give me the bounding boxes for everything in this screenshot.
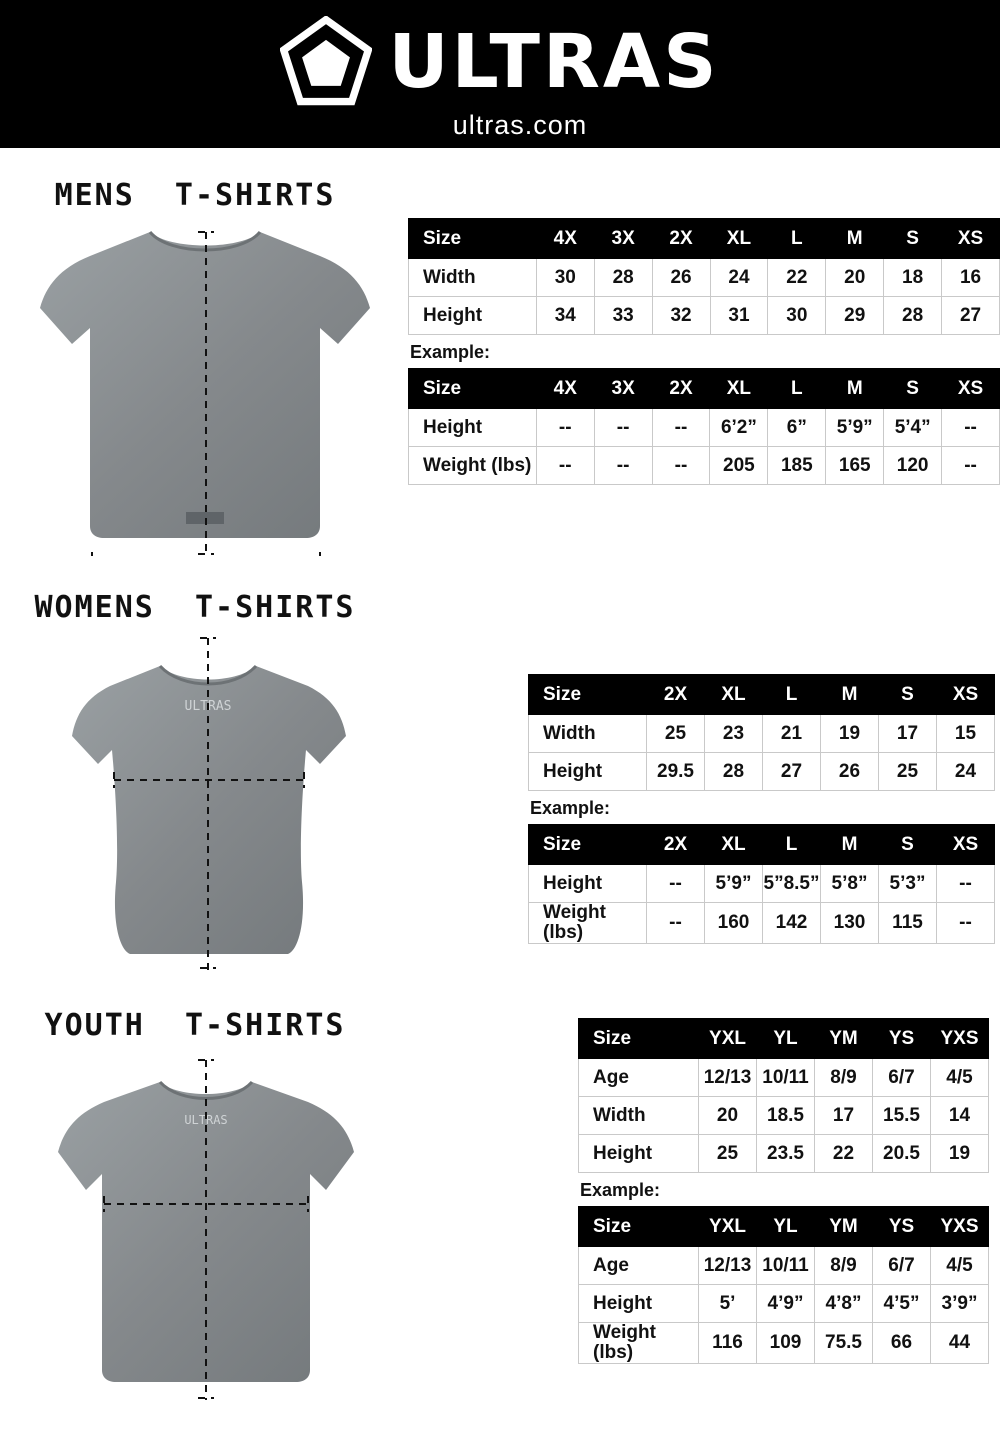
col-head: XS (942, 369, 1000, 409)
col-head: YL (757, 1207, 815, 1247)
table-row (529, 903, 995, 944)
table-header-row (409, 219, 1000, 259)
cell: 20 (699, 1097, 757, 1135)
example-label-youth: Example: (580, 1180, 661, 1200)
cell: 44 (931, 1323, 989, 1364)
cell: -- (652, 409, 710, 447)
brand-block (0, 16, 1000, 141)
cell: 14 (931, 1097, 989, 1135)
col-head: YM (815, 1207, 873, 1247)
cell: -- (536, 409, 594, 447)
col-head: Size (529, 825, 647, 865)
row-label: Height (409, 409, 537, 447)
cell: 66 (873, 1323, 931, 1364)
cell: -- (652, 447, 710, 485)
table-header-row (579, 1207, 989, 1247)
mens-tables (408, 218, 1000, 485)
col-head: M (826, 219, 884, 259)
cell: 28 (594, 259, 652, 297)
table-row (529, 715, 995, 753)
brand-row (280, 16, 719, 108)
womens-tshirt-illustration (20, 624, 390, 974)
cell: 5’3” (879, 865, 937, 903)
cell: 4/5 (931, 1059, 989, 1097)
cell: 29.5 (647, 753, 705, 791)
col-head: YXS (931, 1019, 989, 1059)
cell: 115 (879, 903, 937, 944)
row-label: Width (579, 1097, 699, 1135)
col-head: YXS (931, 1207, 989, 1247)
table-header-row (579, 1019, 989, 1059)
cell: 20 (826, 259, 884, 297)
mens-example-table (408, 368, 1000, 485)
cell: 23.5 (757, 1135, 815, 1173)
cell: 3’9” (931, 1285, 989, 1323)
table-row (579, 1097, 989, 1135)
cell: -- (647, 865, 705, 903)
col-head: S (884, 219, 942, 259)
table-row (409, 409, 1000, 447)
col-head: YS (873, 1207, 931, 1247)
table-row (409, 297, 1000, 335)
page-header (0, 0, 1000, 148)
cell: 17 (879, 715, 937, 753)
cell: 165 (826, 447, 884, 485)
col-head: 3X (594, 369, 652, 409)
cell: 142 (763, 903, 821, 944)
cell: 27 (942, 297, 1000, 335)
cell: 21 (763, 715, 821, 753)
cell: 22 (815, 1135, 873, 1173)
pentagon-logo-icon (280, 16, 372, 108)
cell: 19 (821, 715, 879, 753)
cell: 28 (705, 753, 763, 791)
col-head: XS (942, 219, 1000, 259)
col-head: YXL (699, 1019, 757, 1059)
cell: -- (942, 409, 1000, 447)
cell: 27 (763, 753, 821, 791)
cell: 18.5 (757, 1097, 815, 1135)
col-head: S (879, 825, 937, 865)
row-label: Width (409, 259, 537, 297)
col-head: YS (873, 1019, 931, 1059)
col-head: YM (815, 1019, 873, 1059)
col-head: XL (710, 219, 768, 259)
cell: 4’5” (873, 1285, 931, 1323)
cell: 75.5 (815, 1323, 873, 1364)
cell: 19 (931, 1135, 989, 1173)
cell: 25 (699, 1135, 757, 1173)
svg-text:ULTRAS: ULTRAS (184, 699, 232, 714)
table-header-row (409, 369, 1000, 409)
col-head: XL (710, 369, 768, 409)
table-row (529, 753, 995, 791)
cell: 16 (942, 259, 1000, 297)
cell: 185 (768, 447, 826, 485)
cell: 12/13 (699, 1247, 757, 1285)
col-head: L (763, 825, 821, 865)
row-label: Weight (lbs) (529, 903, 647, 944)
cell: 5’4” (884, 409, 942, 447)
svg-text:ULTRAS: ULTRAS (184, 1113, 228, 1127)
cell: 34 (536, 297, 594, 335)
cell: -- (647, 903, 705, 944)
section-mens (0, 150, 1000, 580)
table-row (409, 447, 1000, 485)
col-head: Size (529, 675, 647, 715)
section-title-youth: YOUTH T-SHIRTS (44, 1008, 346, 1043)
brand-url: ultras.com (452, 110, 588, 140)
col-head: 4X (536, 219, 594, 259)
row-label: Weight (lbs) (579, 1323, 699, 1364)
cell: 120 (884, 447, 942, 485)
cell: 31 (710, 297, 768, 335)
example-label-womens: Example: (530, 798, 611, 818)
table-row (579, 1059, 989, 1097)
table-row (529, 865, 995, 903)
cell: 33 (594, 297, 652, 335)
col-head: 2X (652, 219, 710, 259)
col-head: L (763, 675, 821, 715)
section-title-mens: MENS T-SHIRTS (54, 178, 336, 213)
cell: 205 (710, 447, 768, 485)
youth-size-table (578, 1018, 989, 1173)
cell: -- (594, 409, 652, 447)
table-row (579, 1285, 989, 1323)
section-youth (0, 1000, 1000, 1444)
cell: -- (937, 865, 995, 903)
cell: 8/9 (815, 1247, 873, 1285)
col-head: XL (705, 675, 763, 715)
cell: -- (937, 903, 995, 944)
table-row (409, 259, 1000, 297)
cell: 130 (821, 903, 879, 944)
cell: 12/13 (699, 1059, 757, 1097)
womens-size-table (528, 674, 995, 791)
mens-size-table (408, 218, 1000, 335)
cell: -- (536, 447, 594, 485)
cell: 4/5 (931, 1247, 989, 1285)
cell: 116 (699, 1323, 757, 1364)
cell: 5’9” (826, 409, 884, 447)
cell: 15 (937, 715, 995, 753)
section-title-womens: WOMENS T-SHIRTS (34, 590, 356, 625)
cell: -- (594, 447, 652, 485)
cell: 24 (937, 753, 995, 791)
cell: 26 (652, 259, 710, 297)
cell: 30 (768, 297, 826, 335)
col-head: XS (937, 825, 995, 865)
col-head: YXL (699, 1207, 757, 1247)
cell: 15.5 (873, 1097, 931, 1135)
cell: 6/7 (873, 1247, 931, 1285)
col-head: 2X (652, 369, 710, 409)
brand-name: ULTRAS (388, 19, 720, 105)
table-row (579, 1247, 989, 1285)
table-header-row (529, 675, 995, 715)
cell: 24 (710, 259, 768, 297)
cell: 20.5 (873, 1135, 931, 1173)
col-head: M (821, 825, 879, 865)
col-head: YL (757, 1019, 815, 1059)
cell: 17 (815, 1097, 873, 1135)
cell: 109 (757, 1323, 815, 1364)
cell: -- (942, 447, 1000, 485)
youth-tshirt-illustration (20, 1044, 390, 1404)
mens-tshirt-illustration (20, 216, 390, 556)
cell: 6/7 (873, 1059, 931, 1097)
row-label: Age (579, 1247, 699, 1285)
cell: 25 (647, 715, 705, 753)
col-head: XL (705, 825, 763, 865)
womens-tables (528, 674, 995, 944)
col-head: 2X (647, 825, 705, 865)
cell: 25 (879, 753, 937, 791)
cell: 22 (768, 259, 826, 297)
col-head: Size (579, 1207, 699, 1247)
col-head: 2X (647, 675, 705, 715)
col-head: S (879, 675, 937, 715)
cell: 10/11 (757, 1059, 815, 1097)
cell: 10/11 (757, 1247, 815, 1285)
cell: 5”8.5” (763, 865, 821, 903)
youth-example-table (578, 1206, 989, 1364)
col-head: M (821, 675, 879, 715)
row-label: Height (579, 1285, 699, 1323)
cell: 8/9 (815, 1059, 873, 1097)
cell: 6” (768, 409, 826, 447)
col-head: Size (409, 219, 537, 259)
row-label: Height (529, 865, 647, 903)
col-head: L (768, 219, 826, 259)
cell: 6’2” (710, 409, 768, 447)
cell: 160 (705, 903, 763, 944)
womens-example-table (528, 824, 995, 944)
youth-tables (578, 1018, 989, 1364)
cell: 4’8” (815, 1285, 873, 1323)
example-label-mens: Example: (410, 342, 491, 362)
cell: 29 (826, 297, 884, 335)
table-header-row (529, 825, 995, 865)
cell: 30 (536, 259, 594, 297)
section-womens (0, 580, 1000, 1000)
cell: 5’8” (821, 865, 879, 903)
cell: 32 (652, 297, 710, 335)
cell: 28 (884, 297, 942, 335)
col-head: 3X (594, 219, 652, 259)
cell: 26 (821, 753, 879, 791)
row-label: Weight (lbs) (409, 447, 537, 485)
cell: 4’9” (757, 1285, 815, 1323)
table-row (579, 1323, 989, 1364)
row-label: Height (409, 297, 537, 335)
col-head: S (884, 369, 942, 409)
table-row (579, 1135, 989, 1173)
col-head: Size (579, 1019, 699, 1059)
col-head: XS (937, 675, 995, 715)
row-label: Height (579, 1135, 699, 1173)
cell: 23 (705, 715, 763, 753)
row-label: Age (579, 1059, 699, 1097)
cell: 5’ (699, 1285, 757, 1323)
row-label: Width (529, 715, 647, 753)
row-label: Height (529, 753, 647, 791)
col-head: M (826, 369, 884, 409)
cell: 18 (884, 259, 942, 297)
col-head: 4X (536, 369, 594, 409)
col-head: Size (409, 369, 537, 409)
col-head: L (768, 369, 826, 409)
cell: 5’9” (705, 865, 763, 903)
